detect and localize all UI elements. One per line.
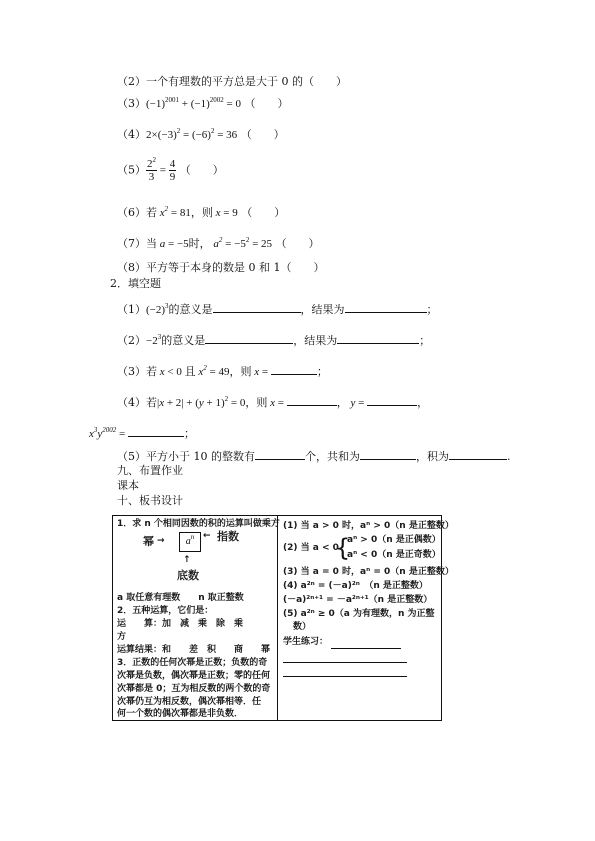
board-right-2-label: (2) 当 a < 0 [283, 543, 339, 553]
answer-blank[interactable] [367, 395, 417, 406]
board-line-3c: 次幂都是 0；互为相反数的两个数的奇 [117, 684, 271, 694]
item-3: $(3)(-1)^{2001} + (-1)^{2002} = 0$ （ ） [117, 96, 289, 110]
board-line-1: 1．求 n 个相同因数的积的运算叫做乘方 [117, 519, 280, 529]
item-4: $(4)2\times(-3)^2 = (-6)^2 = 36$ （ ） [117, 127, 285, 141]
brace-icon: { [335, 534, 351, 562]
arrow-up-icon: ↑ [183, 555, 191, 565]
board-line-2c: 方 [117, 632, 127, 642]
exponent-label: 指数 [217, 530, 239, 543]
answer-blank[interactable] [449, 449, 507, 460]
fill-4-continued: $x^3y^{2002}$ = ； [89, 426, 195, 440]
arrow-left-icon: ← [203, 531, 211, 541]
practice-line [283, 662, 407, 663]
board-line-3b: 次幂是负数，偶次幂是正数；零的任何 [117, 671, 271, 681]
board-line-3a: 3．正数的任何次幂是正数；负数的奇 [117, 658, 268, 668]
answer-blank[interactable] [213, 302, 301, 313]
answer-blank[interactable] [128, 426, 184, 437]
board-line-2b: 运 算：加 减 乘 除 乘 [117, 619, 244, 629]
fill-2: $(2)-2^3$的意义是 ，结果为 ； [117, 333, 431, 347]
answer-blank[interactable] [271, 364, 317, 375]
section-board-title: 十、板书设计 [117, 494, 183, 507]
answer-blank[interactable] [337, 333, 419, 344]
answer-blank[interactable] [345, 302, 427, 313]
board-right-2a: aⁿ > 0（n 是正偶数） [347, 535, 441, 545]
item-6: （6）若 $x^2 = 81$，则 x = 9 （ ） [117, 205, 286, 219]
practice-label: 学生练习： [283, 637, 329, 647]
item-5: （5） $\frac{2^2}{3}$ = $\frac{4}{9}$ （ ） [117, 156, 224, 183]
fill-4: （4）若$|x + 2| + (y + 1)^2 = 0$，则 x = ， y = ， [117, 395, 429, 409]
board-right-5a: (5) a²ⁿ ≥ 0（a 为有理数，n 为正整 [283, 609, 435, 619]
board-divider [277, 516, 278, 720]
fill-1: $(1)(-2)^3$的意义是 ，结果为 ； [117, 302, 438, 316]
board-right-3: (3) 当 a = 0 时，aⁿ = 0（n 是正整数） [283, 567, 454, 577]
board-right-5b: 数） [293, 622, 312, 632]
board-line-2: 2．五种运算，它们是： [117, 606, 214, 616]
answer-blank[interactable] [205, 333, 293, 344]
answer-blank[interactable] [255, 449, 305, 460]
practice-line [331, 648, 401, 649]
board-right-4a: (4) a²ⁿ = (－a)²ⁿ （n 是正整数） [283, 581, 428, 591]
board-right-1: (1) 当 a > 0 时，aⁿ > 0（n 是正整数） [283, 521, 454, 531]
board-design-box [112, 515, 454, 721]
answer-blank[interactable] [287, 395, 337, 406]
fill-3: （3）若 x < 0 且 $x^2 = 49$，则 x = ； [117, 364, 328, 378]
power-label: 幂 [143, 535, 154, 548]
section-homework-title: 九、布置作业 [117, 464, 183, 477]
practice-line [283, 676, 407, 677]
answer-blank[interactable] [360, 449, 416, 460]
fill-5: （5）平方小于 10 的整数有 个，共和为 ，积为 . [117, 450, 511, 463]
board-right-4b: (－a)²ⁿ⁺¹ = －a²ⁿ⁺¹（n 是正整数） [283, 595, 433, 605]
section-fill-blank-title: 2．填空题 [110, 277, 161, 290]
homework-text: 课本 [117, 479, 139, 492]
item-8: （8）平方等于本身的数是 0 和 1（ ） [117, 261, 325, 274]
board-line-3d: 次幂仍互为相反数，偶次幂相等．任 [117, 697, 262, 707]
item-7: （7）当 a = −5时， $a^2 = -5^2 = 25$ （ ） [117, 236, 320, 250]
board-right-2b: aⁿ < 0（n 是正奇数） [347, 550, 441, 560]
base-label: 底数 [177, 569, 199, 582]
power-symbol-box: $a^n$ [179, 532, 201, 552]
board-any-rational: a 取任意有理数 n 取正整数 [117, 593, 244, 603]
board-line-3e: 何一个数的偶次幂都是非负数． [117, 709, 244, 719]
item-2: （2）一个有理数的平方总是大于 0 的（ ） [117, 75, 347, 88]
arrow-right-icon: → [157, 536, 165, 546]
board-line-2d: 运算结果：和 差 积 商 幂 [117, 645, 271, 655]
